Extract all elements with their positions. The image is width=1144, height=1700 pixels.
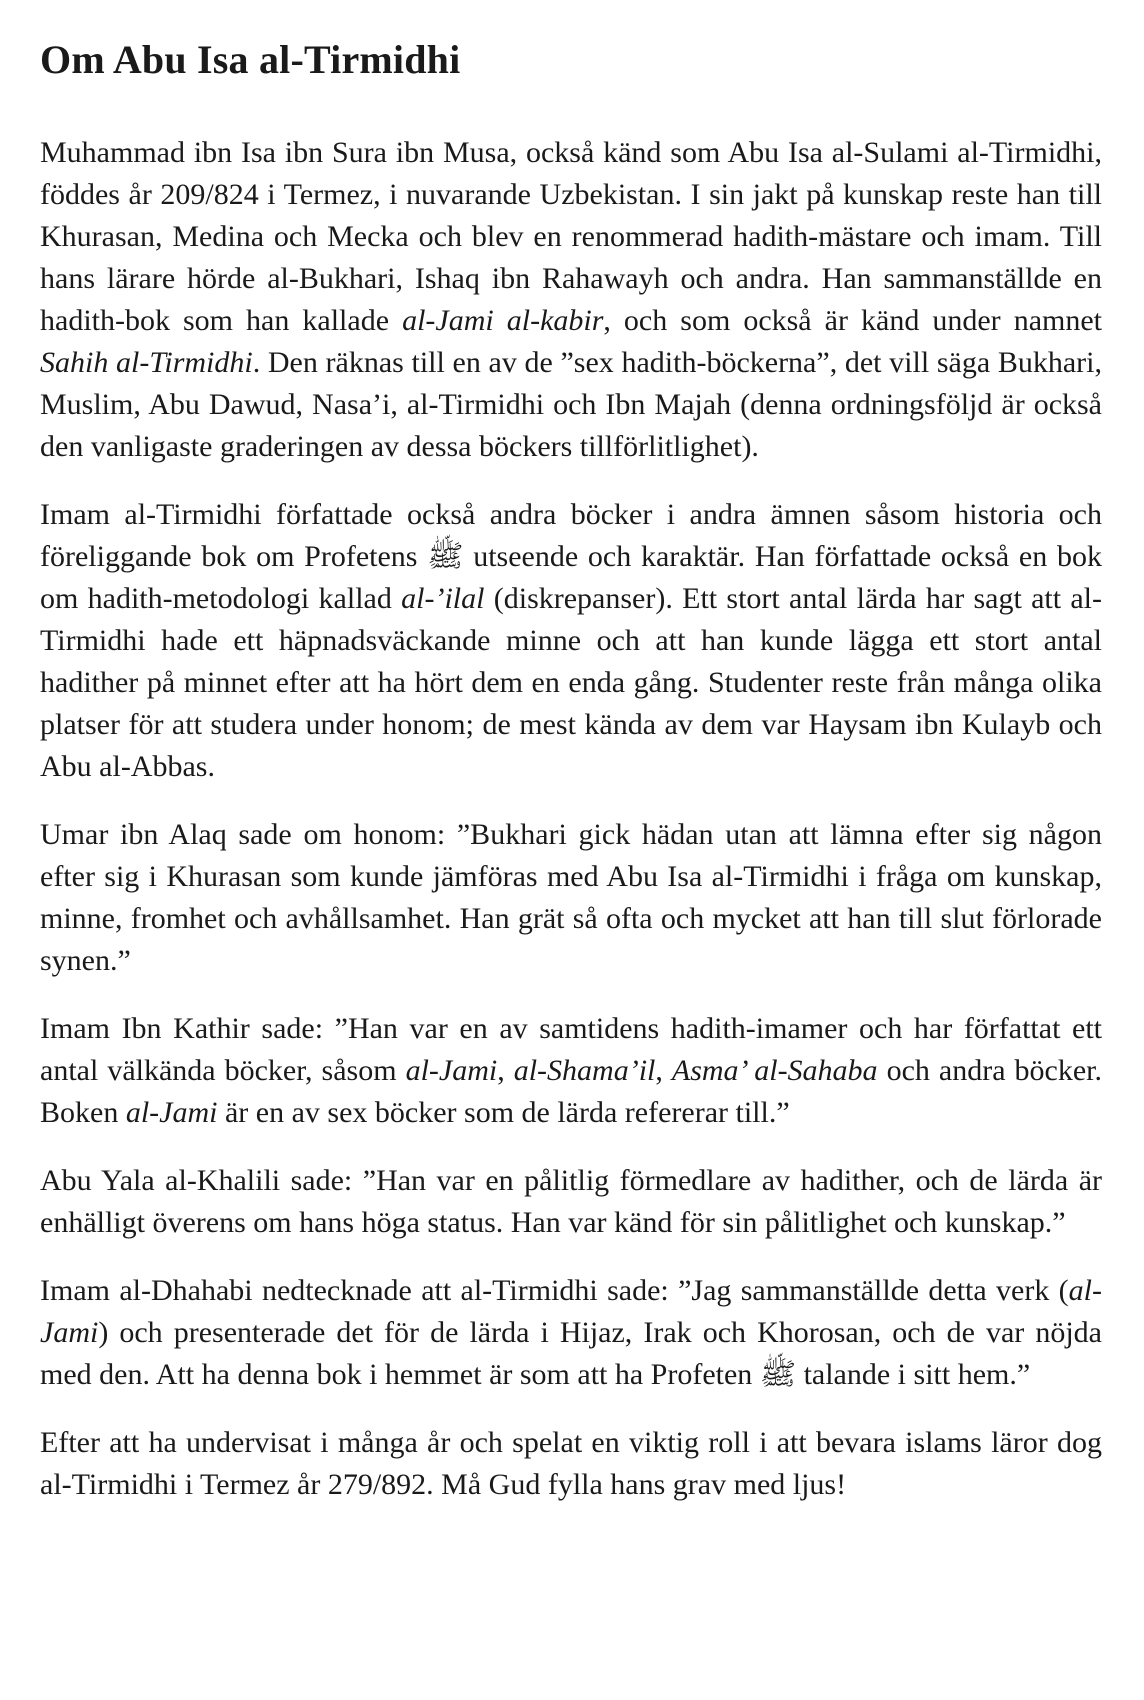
paragraph-text: . Den räknas till en av de ”sex hadith-böckerna”, det vill säga Bukhari, Muslim, Abu Dawud, Nasa’i, al-Tirmidhi och Ibn Majah (denna ordningsföljd är också den vanligaste graderingen av dessa böckers tillförlitlighet). [40,346,1102,463]
body-text [40,132,1102,1506]
paragraph-text: ) och presenterade det för de lärda i Hijaz, Irak och Khorosan, och de var nöjda med den. Att ha denna bok i hemmet är som att ha Profeten ﷺ talande i sitt hem.” [40,1316,1102,1391]
paragraph-text: Abu Yala al-Khalili sade: ”Han var en pålitlig förmedlare av hadither, och de lärda är enhälligt överens om hans höga status. Han var känd för sin pålitlighet och kunskap.” [40,1164,1102,1239]
body-paragraph [40,1160,1102,1244]
paragraph-text: Muhammad ibn Isa ibn Sura ibn Musa, också känd som Abu Isa al-Sulami al-Tirmidhi, föddes år 209/824 i Termez, i nuvarande Uzbekistan. I sin jakt på kunskap reste han till Khurasan, Medina och Mecka och blev en renommerad hadith-mästare och imam. Till hans lärare hörde al-Bukhari, Ishaq ibn Rahawayh och andra. Han sammanställde en hadith-bok som han kallade [40,136,1102,337]
body-paragraph [40,1270,1102,1396]
italic-title-text: Asma’ al-Sahaba [671,1054,878,1087]
paragraph-text: Imam Ibn Kathir sade: ”Han var en av samtidens hadith-imamer och har författat ett antal välkända böcker, såsom [40,1012,1102,1087]
body-paragraph [40,132,1102,468]
document-page [40,36,1102,1532]
italic-title-text: al-Jami [40,1274,1102,1349]
italic-title-text: al-Jami al-kabir [402,304,604,337]
paragraph-text: Umar ibn Alaq sade om honom: ”Bukhari gick hädan utan att lämna efter sig någon efter sig i Khurasan som kunde jämföras med Abu Isa al-Tirmidhi i fråga om kunskap, minne, fromhet och avhållsamhet. Han grät så ofta och mycket att han till slut förlorade synen.” [40,818,1102,977]
paragraph-text: Imam al-Dhahabi nedtecknade att al-Tirmidhi sade: ”Jag sammanställde detta verk ( [40,1274,1069,1307]
body-paragraph [40,494,1102,788]
paragraph-text: Efter att ha undervisat i många år och spelat en viktig roll i att bevara islams läror dog al-Tirmidhi i Termez år 279/892. Må Gud fylla hans grav med ljus! [40,1426,1102,1501]
paragraph-text: Imam al-Tirmidhi författade också andra böcker i andra ämnen såsom historia och föreliggande bok om Profetens ﷺ utseende och karaktär. Han författade också en bok om hadith-metodologi kallad [40,498,1102,615]
paragraph-text: är en av sex böcker som de lärda refererar till.” [217,1096,790,1129]
italic-title-text: al-Jami [405,1054,498,1087]
italic-title-text: al-’ilal [401,582,485,615]
body-paragraph [40,814,1102,982]
page-title: Om Abu Isa al-Tirmidhi [40,37,461,82]
body-paragraph [40,1422,1102,1506]
paragraph-text: , och som också är känd under namnet [603,304,1102,337]
italic-title-text: al-Jami [125,1096,218,1129]
paragraph-text: (diskrepanser). Ett stort antal lärda har sagt att al-Tirmidhi hade ett häpnadsväckande minne och att han kunde lägga ett stort antal hadither på minnet efter att ha hört dem en enda gång. Studenter reste från många olika platser för att studera under honom; de mest kända av dem var Haysam ibn Kulayb och Abu al-Abbas. [40,582,1102,783]
italic-title-text: al-Shama’il [513,1054,656,1087]
paragraph-text: och andra böcker. Boken [40,1054,1103,1129]
paragraph-text: , [655,1054,672,1087]
paragraph-text: , [497,1054,514,1087]
body-paragraph [40,1008,1102,1134]
italic-title-text: Sahih al-Tirmidhi [40,346,253,379]
